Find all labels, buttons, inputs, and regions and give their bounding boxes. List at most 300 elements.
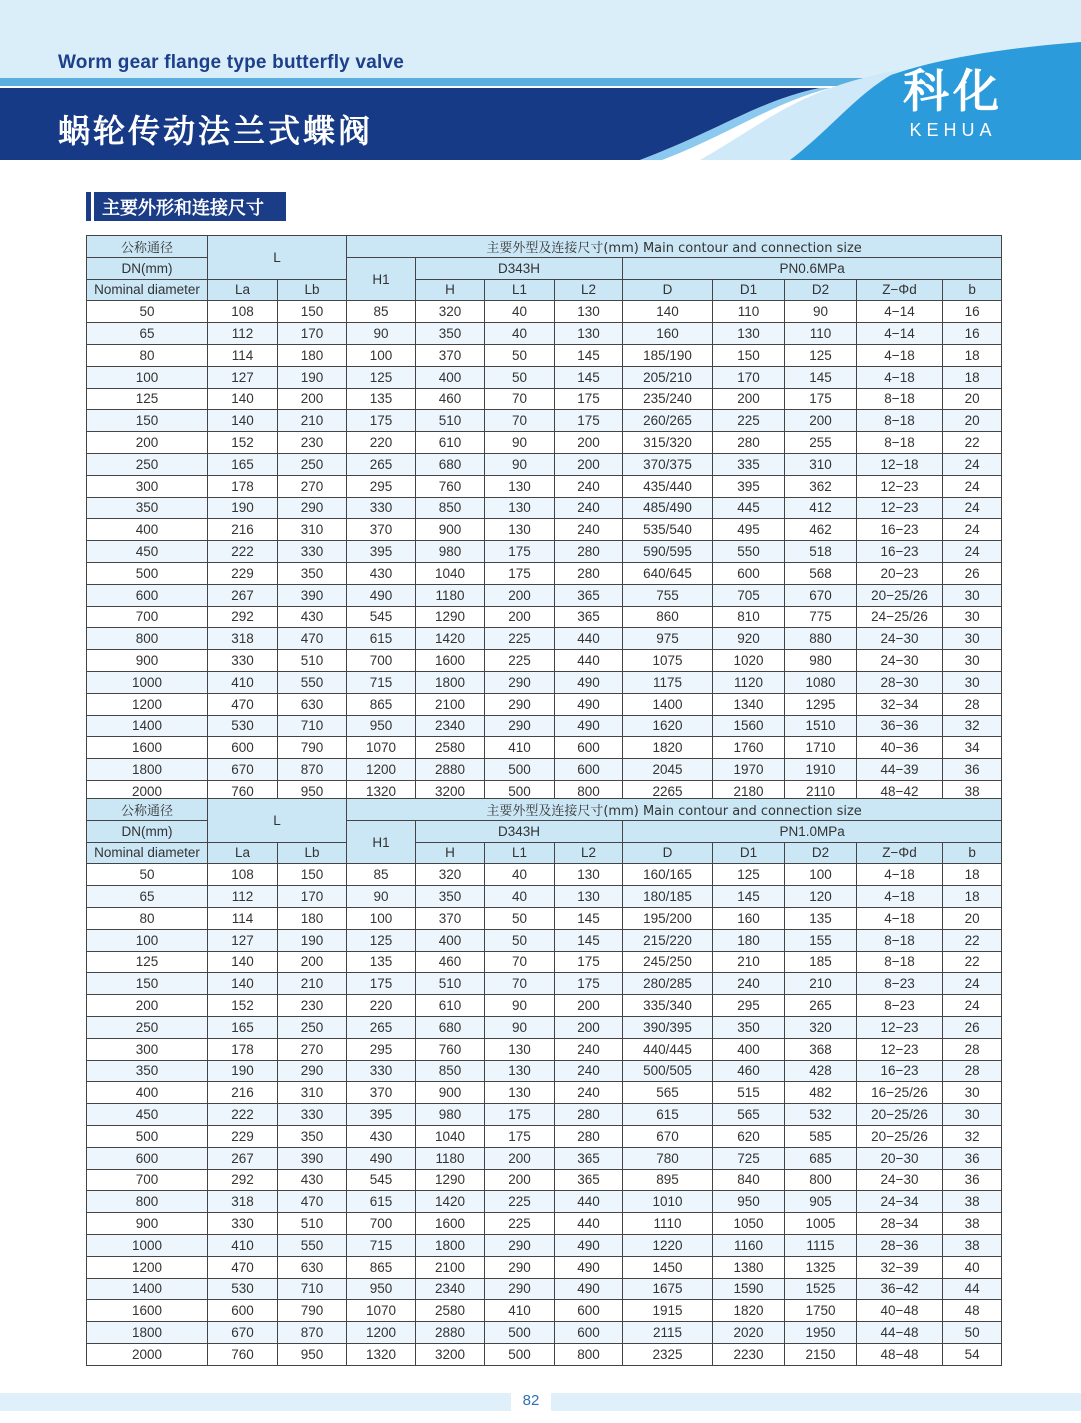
cell-d: 565 xyxy=(623,1082,713,1104)
cell-h1: 430 xyxy=(347,562,416,584)
header-group-pressure: PN0.6MPa xyxy=(623,257,1002,279)
cell-h1: 370 xyxy=(347,1082,416,1104)
cell-h: 1420 xyxy=(416,628,485,650)
cell-l1: 130 xyxy=(485,1060,555,1082)
cell-z-phi-d: 8−18 xyxy=(857,951,943,973)
cell-z-phi-d: 12−23 xyxy=(857,1038,943,1060)
cell-d1: 460 xyxy=(713,1060,785,1082)
cell-z-phi-d: 32−39 xyxy=(857,1256,943,1278)
cell-d: 1010 xyxy=(623,1191,713,1213)
cell-d: 1450 xyxy=(623,1256,713,1278)
cell-b: 36 xyxy=(943,1169,1002,1191)
table-row xyxy=(87,715,1002,737)
header-b: b xyxy=(943,842,1002,864)
cell-d2: 1710 xyxy=(785,737,857,759)
cell-d: 315/320 xyxy=(623,432,713,454)
cell-h: 460 xyxy=(416,951,485,973)
cell-l1: 40 xyxy=(485,323,555,345)
cell-lb: 870 xyxy=(278,1322,347,1344)
cell-d2: 210 xyxy=(785,973,857,995)
cell-d: 1915 xyxy=(623,1300,713,1322)
cell-h1: 100 xyxy=(347,344,416,366)
cell-b: 30 xyxy=(943,584,1002,606)
cell-h: 460 xyxy=(416,388,485,410)
cell-h: 510 xyxy=(416,410,485,432)
table-row xyxy=(87,475,1002,497)
table-row xyxy=(87,432,1002,454)
cell-l1: 40 xyxy=(485,886,555,908)
cell-h: 2580 xyxy=(416,737,485,759)
cell-z-phi-d: 8−23 xyxy=(857,973,943,995)
table-row xyxy=(87,301,1002,323)
cell-b: 38 xyxy=(943,1191,1002,1213)
cell-z-phi-d: 48−48 xyxy=(857,1343,943,1365)
table-row xyxy=(87,886,1002,908)
cell-h1: 135 xyxy=(347,951,416,973)
cell-la: 670 xyxy=(208,1322,278,1344)
header-group-d343h: D343H xyxy=(416,257,623,279)
cell-l2: 440 xyxy=(555,650,623,672)
cell-la: 229 xyxy=(208,562,278,584)
cell-d: 440/445 xyxy=(623,1038,713,1060)
cell-l2: 130 xyxy=(555,301,623,323)
cell-z-phi-d: 16−23 xyxy=(857,1060,943,1082)
cell-la: 600 xyxy=(208,1300,278,1322)
cell-h: 1290 xyxy=(416,606,485,628)
cell-d2: 120 xyxy=(785,886,857,908)
header-D: D xyxy=(623,842,713,864)
cell-z-phi-d: 8−23 xyxy=(857,995,943,1017)
cell-la: 330 xyxy=(208,1213,278,1235)
cell-d1: 550 xyxy=(713,541,785,563)
cell-dn: 450 xyxy=(87,541,208,563)
cell-dn: 400 xyxy=(87,1082,208,1104)
cell-l1: 290 xyxy=(485,671,555,693)
cell-b: 30 xyxy=(943,650,1002,672)
cell-h1: 700 xyxy=(347,650,416,672)
cell-z-phi-d: 8−18 xyxy=(857,410,943,432)
table-row xyxy=(87,671,1002,693)
cell-la: 140 xyxy=(208,951,278,973)
table-row xyxy=(87,1147,1002,1169)
cell-d2: 1510 xyxy=(785,715,857,737)
header-L: L xyxy=(208,236,347,280)
table-row xyxy=(87,1016,1002,1038)
cell-l2: 490 xyxy=(555,671,623,693)
table-row xyxy=(87,1082,1002,1104)
cell-l2: 240 xyxy=(555,475,623,497)
cell-z-phi-d: 48−42 xyxy=(857,780,943,802)
cell-d: 2265 xyxy=(623,780,713,802)
cell-lb: 180 xyxy=(278,907,347,929)
cell-d1: 1160 xyxy=(713,1234,785,1256)
table-row xyxy=(87,693,1002,715)
cell-l1: 50 xyxy=(485,929,555,951)
header-main-title: 主要外型及连接尺寸(mm) Main contour and connection size xyxy=(347,799,1002,821)
cell-dn: 2000 xyxy=(87,1343,208,1365)
cell-l1: 500 xyxy=(485,1343,555,1365)
cell-lb: 170 xyxy=(278,323,347,345)
table-row xyxy=(87,1278,1002,1300)
cell-h: 1800 xyxy=(416,671,485,693)
cell-lb: 270 xyxy=(278,1038,347,1060)
cell-lb: 310 xyxy=(278,1082,347,1104)
cell-d: 500/505 xyxy=(623,1060,713,1082)
header-Zd: Z−Φd xyxy=(857,842,943,864)
cell-dn: 600 xyxy=(87,584,208,606)
table-row xyxy=(87,344,1002,366)
header-main-title: 主要外型及连接尺寸(mm) Main contour and connection size xyxy=(347,236,1002,258)
cell-lb: 330 xyxy=(278,1104,347,1126)
cell-l2: 280 xyxy=(555,1104,623,1126)
cell-z-phi-d: 12−18 xyxy=(857,453,943,475)
cell-d1: 240 xyxy=(713,973,785,995)
cell-l2: 200 xyxy=(555,432,623,454)
cell-dn: 80 xyxy=(87,907,208,929)
cell-b: 38 xyxy=(943,1234,1002,1256)
cell-d2: 1005 xyxy=(785,1213,857,1235)
header-L2: L2 xyxy=(555,842,623,864)
table-header xyxy=(87,799,1002,864)
cell-h: 760 xyxy=(416,475,485,497)
table-row xyxy=(87,1169,1002,1191)
cell-z-phi-d: 8−18 xyxy=(857,388,943,410)
table-row xyxy=(87,1038,1002,1060)
cell-z-phi-d: 8−18 xyxy=(857,929,943,951)
cell-lb: 950 xyxy=(278,1343,347,1365)
cell-h1: 545 xyxy=(347,606,416,628)
table-row xyxy=(87,650,1002,672)
cell-la: 318 xyxy=(208,628,278,650)
cell-z-phi-d: 4−18 xyxy=(857,366,943,388)
cell-l1: 40 xyxy=(485,864,555,886)
cell-dn: 800 xyxy=(87,1191,208,1213)
cell-la: 267 xyxy=(208,1147,278,1169)
cell-z-phi-d: 16−25/26 xyxy=(857,1082,943,1104)
cell-lb: 550 xyxy=(278,1234,347,1256)
cell-d: 160/165 xyxy=(623,864,713,886)
cell-l2: 130 xyxy=(555,323,623,345)
cell-h: 1040 xyxy=(416,1125,485,1147)
cell-h: 320 xyxy=(416,301,485,323)
header-D1: D1 xyxy=(713,842,785,864)
cell-la: 140 xyxy=(208,973,278,995)
cell-l1: 175 xyxy=(485,1125,555,1147)
cell-l2: 490 xyxy=(555,1278,623,1300)
cell-h1: 865 xyxy=(347,1256,416,1278)
cell-d2: 255 xyxy=(785,432,857,454)
cell-z-phi-d: 12−23 xyxy=(857,497,943,519)
cell-d2: 125 xyxy=(785,344,857,366)
cell-b: 28 xyxy=(943,1038,1002,1060)
dimension-table-pn06 xyxy=(86,235,1002,803)
header-La: La xyxy=(208,279,278,301)
header-D2: D2 xyxy=(785,842,857,864)
cell-b: 20 xyxy=(943,388,1002,410)
cell-h: 3200 xyxy=(416,1343,485,1365)
cell-d1: 920 xyxy=(713,628,785,650)
cell-dn: 250 xyxy=(87,1016,208,1038)
cell-h1: 1200 xyxy=(347,759,416,781)
cell-h1: 1320 xyxy=(347,780,416,802)
cell-d2: 1525 xyxy=(785,1278,857,1300)
cell-d1: 350 xyxy=(713,1016,785,1038)
cell-l2: 365 xyxy=(555,1147,623,1169)
cell-lb: 870 xyxy=(278,759,347,781)
cell-l2: 490 xyxy=(555,715,623,737)
cell-d: 780 xyxy=(623,1147,713,1169)
cell-d1: 1820 xyxy=(713,1300,785,1322)
cell-l1: 40 xyxy=(485,301,555,323)
cell-l1: 225 xyxy=(485,628,555,650)
cell-l1: 500 xyxy=(485,1322,555,1344)
cell-z-phi-d: 4−18 xyxy=(857,864,943,886)
cell-b: 30 xyxy=(943,1082,1002,1104)
cell-l2: 175 xyxy=(555,973,623,995)
cell-h: 850 xyxy=(416,497,485,519)
cell-d2: 775 xyxy=(785,606,857,628)
cell-la: 178 xyxy=(208,1038,278,1060)
cell-dn: 350 xyxy=(87,1060,208,1082)
cell-dn: 1600 xyxy=(87,737,208,759)
cell-d1: 810 xyxy=(713,606,785,628)
cell-h: 2880 xyxy=(416,759,485,781)
cell-l1: 290 xyxy=(485,693,555,715)
table-row xyxy=(87,1322,1002,1344)
cell-h1: 90 xyxy=(347,323,416,345)
cell-l1: 50 xyxy=(485,366,555,388)
cell-h: 1040 xyxy=(416,562,485,584)
header-L1: L1 xyxy=(485,842,555,864)
cell-lb: 630 xyxy=(278,693,347,715)
cell-d: 1175 xyxy=(623,671,713,693)
cell-h: 370 xyxy=(416,344,485,366)
cell-l2: 240 xyxy=(555,1060,623,1082)
cell-d2: 175 xyxy=(785,388,857,410)
header-H: H xyxy=(416,279,485,301)
cell-d: 185/190 xyxy=(623,344,713,366)
cell-h: 1290 xyxy=(416,1169,485,1191)
cell-d: 205/210 xyxy=(623,366,713,388)
cell-z-phi-d: 28−36 xyxy=(857,1234,943,1256)
cell-h: 1800 xyxy=(416,1234,485,1256)
cell-dn: 65 xyxy=(87,886,208,908)
cell-d2: 368 xyxy=(785,1038,857,1060)
table-row xyxy=(87,1060,1002,1082)
cell-lb: 290 xyxy=(278,497,347,519)
cell-h1: 1070 xyxy=(347,1300,416,1322)
cell-lb: 230 xyxy=(278,432,347,454)
cell-dn: 800 xyxy=(87,628,208,650)
cell-l1: 500 xyxy=(485,780,555,802)
header-Lb: Lb xyxy=(278,279,347,301)
cell-d: 1820 xyxy=(623,737,713,759)
chinese-title: 蜗轮传动法兰式蝶阀 xyxy=(58,112,374,150)
table-header xyxy=(87,236,1002,301)
cell-z-phi-d: 28−30 xyxy=(857,671,943,693)
cell-l1: 70 xyxy=(485,973,555,995)
cell-l2: 440 xyxy=(555,1213,623,1235)
table-body xyxy=(87,864,1002,1365)
cell-d: 755 xyxy=(623,584,713,606)
cell-b: 26 xyxy=(943,1016,1002,1038)
cell-z-phi-d: 4−18 xyxy=(857,907,943,929)
cell-b: 20 xyxy=(943,907,1002,929)
cell-d: 1675 xyxy=(623,1278,713,1300)
cell-d1: 1050 xyxy=(713,1213,785,1235)
cell-lb: 200 xyxy=(278,388,347,410)
cell-dn: 600 xyxy=(87,1147,208,1169)
cell-b: 22 xyxy=(943,929,1002,951)
cell-b: 36 xyxy=(943,1147,1002,1169)
cell-h1: 615 xyxy=(347,1191,416,1213)
cell-dn: 125 xyxy=(87,951,208,973)
cell-d: 2045 xyxy=(623,759,713,781)
cell-lb: 190 xyxy=(278,929,347,951)
cell-z-phi-d: 28−34 xyxy=(857,1213,943,1235)
cell-h1: 865 xyxy=(347,693,416,715)
cell-d: 615 xyxy=(623,1104,713,1126)
cell-d: 260/265 xyxy=(623,410,713,432)
cell-h1: 295 xyxy=(347,475,416,497)
cell-d2: 412 xyxy=(785,497,857,519)
cell-d1: 280 xyxy=(713,432,785,454)
cell-l2: 600 xyxy=(555,1300,623,1322)
cell-h: 2100 xyxy=(416,693,485,715)
cell-d2: 532 xyxy=(785,1104,857,1126)
cell-d2: 905 xyxy=(785,1191,857,1213)
cell-h: 1600 xyxy=(416,650,485,672)
cell-l2: 145 xyxy=(555,929,623,951)
cell-b: 24 xyxy=(943,453,1002,475)
cell-h1: 135 xyxy=(347,388,416,410)
cell-d: 1110 xyxy=(623,1213,713,1235)
cell-l2: 600 xyxy=(555,737,623,759)
cell-la: 292 xyxy=(208,1169,278,1191)
cell-h: 1180 xyxy=(416,584,485,606)
cell-l1: 70 xyxy=(485,951,555,973)
cell-d1: 200 xyxy=(713,388,785,410)
cell-l2: 145 xyxy=(555,344,623,366)
cell-z-phi-d: 20−25/26 xyxy=(857,1104,943,1126)
cell-z-phi-d: 24−30 xyxy=(857,650,943,672)
cell-h1: 330 xyxy=(347,497,416,519)
cell-dn: 1000 xyxy=(87,1234,208,1256)
table-row xyxy=(87,1213,1002,1235)
cell-d2: 518 xyxy=(785,541,857,563)
cell-d1: 1560 xyxy=(713,715,785,737)
cell-dn: 300 xyxy=(87,1038,208,1060)
cell-d2: 90 xyxy=(785,301,857,323)
table-row xyxy=(87,951,1002,973)
cell-la: 470 xyxy=(208,693,278,715)
cell-la: 112 xyxy=(208,886,278,908)
cell-b: 50 xyxy=(943,1322,1002,1344)
cell-l2: 440 xyxy=(555,1191,623,1213)
cell-l2: 800 xyxy=(555,780,623,802)
cell-b: 28 xyxy=(943,693,1002,715)
cell-l2: 365 xyxy=(555,1169,623,1191)
cell-dn: 700 xyxy=(87,606,208,628)
page-header xyxy=(0,0,1081,160)
cell-l2: 200 xyxy=(555,995,623,1017)
cell-lb: 550 xyxy=(278,671,347,693)
cell-b: 38 xyxy=(943,780,1002,802)
section-heading-label: 主要外形和连接尺寸 xyxy=(94,192,286,221)
cell-d2: 585 xyxy=(785,1125,857,1147)
cell-d2: 320 xyxy=(785,1016,857,1038)
cell-b: 34 xyxy=(943,737,1002,759)
cell-h: 900 xyxy=(416,1082,485,1104)
header-group-d343h: D343H xyxy=(416,820,623,842)
cell-b: 30 xyxy=(943,671,1002,693)
cell-l2: 800 xyxy=(555,1343,623,1365)
cell-d1: 600 xyxy=(713,562,785,584)
cell-z-phi-d: 4−18 xyxy=(857,344,943,366)
cell-la: 229 xyxy=(208,1125,278,1147)
cell-lb: 510 xyxy=(278,1213,347,1235)
cell-la: 600 xyxy=(208,737,278,759)
cell-h1: 85 xyxy=(347,864,416,886)
cell-l1: 225 xyxy=(485,1191,555,1213)
cell-h: 370 xyxy=(416,907,485,929)
cell-d1: 565 xyxy=(713,1104,785,1126)
cell-la: 108 xyxy=(208,301,278,323)
cell-b: 24 xyxy=(943,995,1002,1017)
cell-l2: 200 xyxy=(555,1016,623,1038)
cell-dn: 1800 xyxy=(87,759,208,781)
cell-z-phi-d: 20−25/26 xyxy=(857,584,943,606)
table-row xyxy=(87,410,1002,432)
cell-lb: 150 xyxy=(278,301,347,323)
cell-la: 152 xyxy=(208,432,278,454)
cell-l1: 410 xyxy=(485,737,555,759)
cell-l1: 200 xyxy=(485,584,555,606)
header-nominal-cn: 公称通径 xyxy=(87,236,208,258)
cell-d1: 1590 xyxy=(713,1278,785,1300)
cell-l1: 50 xyxy=(485,344,555,366)
cell-h1: 615 xyxy=(347,628,416,650)
table-row xyxy=(87,628,1002,650)
header-nominal-dn: DN(mm) xyxy=(87,820,208,842)
cell-d1: 705 xyxy=(713,584,785,606)
cell-l1: 130 xyxy=(485,1082,555,1104)
cell-d2: 100 xyxy=(785,864,857,886)
cell-l1: 70 xyxy=(485,388,555,410)
cell-z-phi-d: 32−34 xyxy=(857,693,943,715)
header-group-pressure: PN1.0MPa xyxy=(623,820,1002,842)
cell-z-phi-d: 16−23 xyxy=(857,519,943,541)
cell-d2: 110 xyxy=(785,323,857,345)
cell-d2: 568 xyxy=(785,562,857,584)
cell-d2: 2110 xyxy=(785,780,857,802)
cell-d: 2325 xyxy=(623,1343,713,1365)
cell-l2: 240 xyxy=(555,497,623,519)
header-nominal-en: Nominal diameter xyxy=(87,842,208,864)
cell-z-phi-d: 16−23 xyxy=(857,541,943,563)
cell-h: 3200 xyxy=(416,780,485,802)
cell-lb: 710 xyxy=(278,1278,347,1300)
cell-h: 400 xyxy=(416,929,485,951)
cell-h: 1600 xyxy=(416,1213,485,1235)
cell-b: 24 xyxy=(943,497,1002,519)
cell-d2: 2150 xyxy=(785,1343,857,1365)
cell-z-phi-d: 4−18 xyxy=(857,886,943,908)
cell-h1: 1200 xyxy=(347,1322,416,1344)
cell-z-phi-d: 12−23 xyxy=(857,1016,943,1038)
table-row xyxy=(87,519,1002,541)
cell-d2: 155 xyxy=(785,929,857,951)
